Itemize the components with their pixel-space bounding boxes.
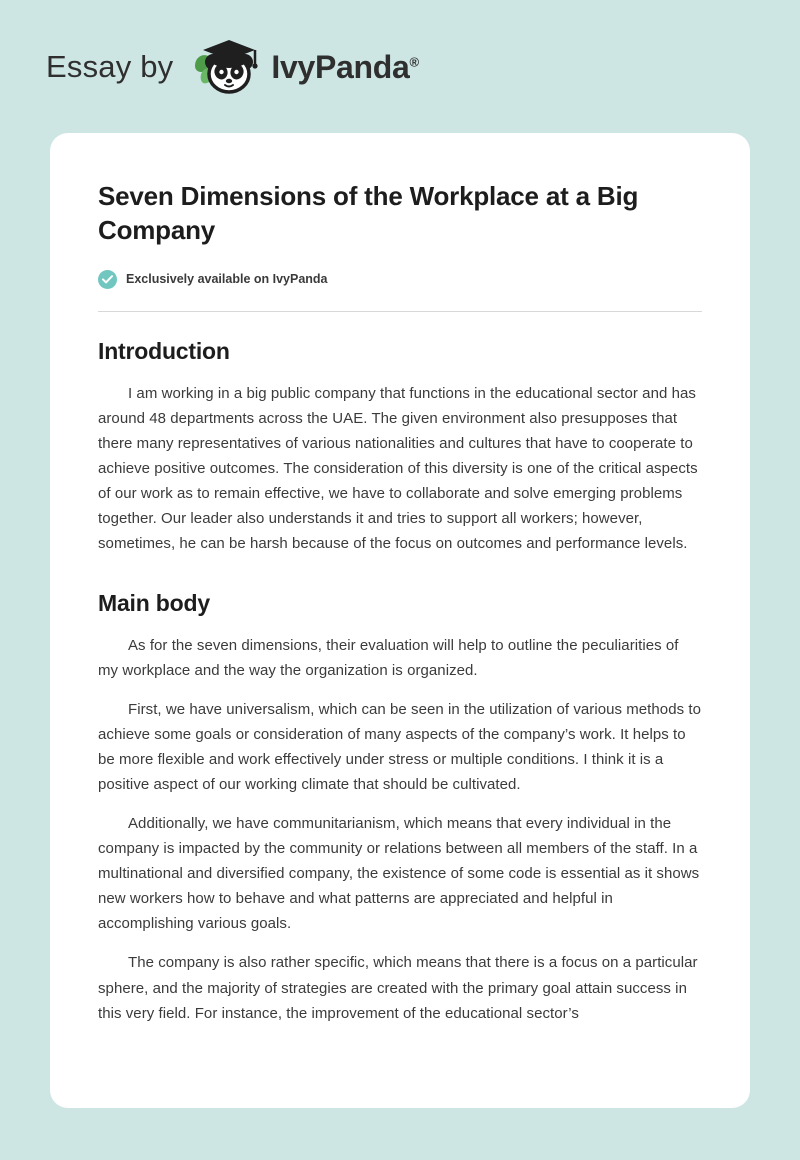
site-header: [0, 0, 800, 96]
check-circle-icon: [98, 270, 117, 289]
section-heading-introduction: Introduction: [98, 337, 230, 364]
header-prefix: Essay by: [46, 49, 174, 84]
exclusive-badge-label: Exclusively available on IvyPanda: [126, 272, 328, 287]
paragraph: Additionally, we have communitarianism, which means that every individual in the company is impacted by the community or relations between all members of the staff. In a multinational and diversified company, the existence of some code is essential as it shows new workers how to behave and what patterns are appreciated and helpful in accomplishing various goals.: [98, 815, 700, 933]
paragraph: I am working in a big public company that functions in the educational sector and has around 48 departments across the UAE. The given environment also presupposes that there many representatives of various nationalities and cultures that have to cooperate to achieve positive outcomes. The consideration of this diversity is one of the critical aspects of our work as to remain effective, we have to collaborate and solve emerging problems together. Our leader also understands it and tries to support all workers; however, sometimes, he can be harsh because of the focus on outcomes and performance levels.: [98, 384, 698, 552]
panda-graduate-icon: [189, 36, 267, 98]
paragraph: First, we have universalism, which can be seen in the utilization of various methods to achieve some goals or consideration of many aspects of the company’s work. It helps to be more flexible and work effectively under stress or multiple conditions. I think it is a positive aspect of our working climate that should be cultivated.: [98, 701, 701, 794]
brand-name-text: IvyPanda: [271, 48, 410, 85]
brand-name: [271, 49, 418, 86]
paragraph: The company is also rather specific, which means that there is a focus on a particular sphere, and the majority of strategies are created with the primary goal attain success in this very field. For instance, the improvement of the educational sector’s: [98, 954, 698, 1022]
paragraph: As for the seven dimensions, their evaluation will help to outline the peculiarities of my workplace and the way the organization is organized.: [98, 636, 679, 679]
exclusive-badge: [98, 270, 702, 289]
page-title: Seven Dimensions of the Workplace at a Big Company: [98, 181, 639, 246]
registered-mark: ®: [409, 53, 419, 69]
section-heading-main-body: Main body: [98, 589, 210, 616]
title-divider: [98, 311, 702, 312]
ivypanda-logo[interactable]: [189, 36, 418, 98]
essay-card: [50, 133, 750, 1108]
